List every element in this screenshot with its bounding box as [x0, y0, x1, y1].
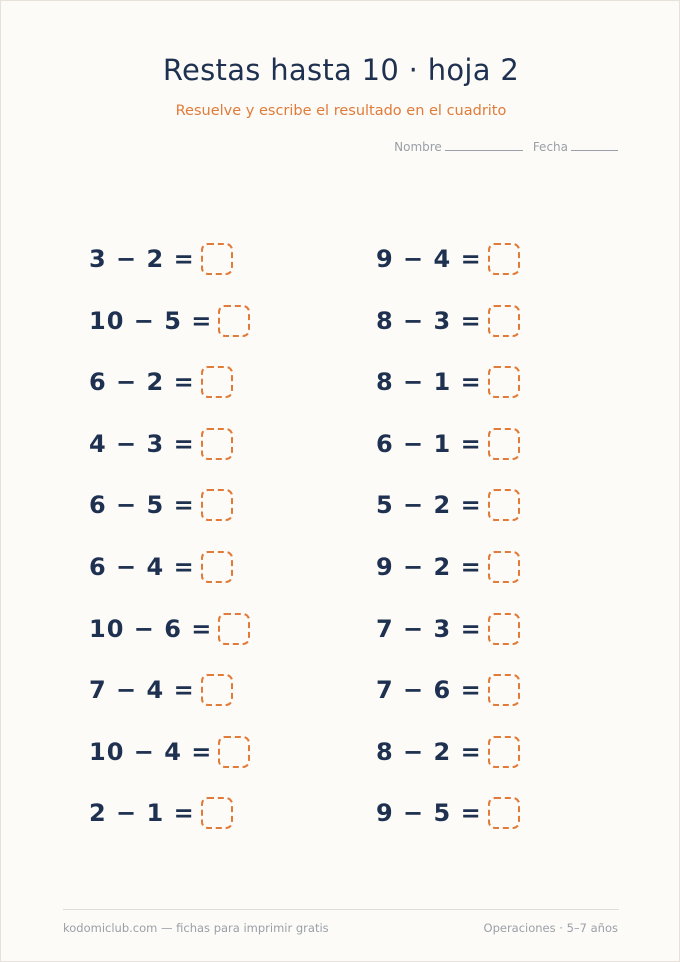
problem-row [89, 483, 233, 527]
answer-box[interactable] [488, 366, 520, 398]
name-blank-line[interactable] [445, 140, 523, 151]
answer-box[interactable] [488, 736, 520, 768]
answer-box[interactable] [488, 243, 520, 275]
name-date-fields [394, 140, 618, 154]
subtraction-expression: 7 − 3 = [376, 614, 482, 643]
name-label: Nombre [394, 140, 442, 154]
subtraction-expression: 10 − 5 = [89, 306, 213, 335]
problem-row [89, 668, 233, 712]
problem-row [89, 730, 250, 774]
date-label: Fecha [532, 140, 568, 154]
answer-box[interactable] [218, 613, 250, 645]
problem-row [376, 360, 520, 404]
problem-row [376, 607, 520, 651]
subtraction-expression: 8 − 3 = [376, 306, 482, 335]
answer-box[interactable] [201, 797, 233, 829]
date-blank-line[interactable] [571, 140, 618, 151]
answer-box[interactable] [488, 797, 520, 829]
problem-row [376, 237, 520, 281]
subtraction-expression: 4 − 3 = [89, 429, 195, 458]
subtraction-expression: 7 − 6 = [376, 676, 482, 705]
page-subtitle: Resuelve y escribe el resultado en el cuadrito [175, 103, 507, 119]
subtraction-expression: 6 − 2 = [89, 368, 195, 397]
footer-site-text: kodomiclub.com — fichas para imprimir gratis [63, 921, 329, 935]
answer-box[interactable] [488, 428, 520, 460]
footer-category-text: Operaciones · 5–7 años [483, 921, 618, 935]
problem-row [89, 545, 233, 589]
subtraction-expression: 8 − 2 = [376, 737, 482, 766]
subtraction-expression: 10 − 6 = [89, 614, 213, 643]
subtraction-expression: 7 − 4 = [89, 676, 195, 705]
problem-row [89, 607, 250, 651]
answer-box[interactable] [488, 489, 520, 521]
answer-box[interactable] [488, 551, 520, 583]
subtraction-expression: 6 − 4 = [89, 553, 195, 581]
answer-box[interactable] [201, 243, 233, 275]
problem-row [89, 237, 233, 281]
problem-row [376, 668, 520, 712]
answer-box[interactable] [201, 366, 233, 398]
answer-box[interactable] [201, 674, 233, 706]
subtraction-expression: 6 − 1 = [376, 429, 482, 458]
subtraction-expression: 8 − 1 = [376, 368, 482, 397]
problem-row [376, 791, 520, 835]
problem-row [376, 730, 520, 774]
subtraction-expression: 5 − 2 = [376, 491, 482, 520]
subtraction-expression: 9 − 5 = [376, 799, 482, 828]
problem-row [376, 545, 520, 589]
problem-row [89, 299, 250, 343]
answer-box[interactable] [488, 305, 520, 337]
subtraction-expression: 3 − 2 = [89, 245, 195, 273]
subtraction-expression: 2 − 1 = [89, 799, 195, 828]
answer-box[interactable] [201, 428, 233, 460]
answer-box[interactable] [218, 736, 250, 768]
answer-box[interactable] [218, 305, 250, 337]
problem-row [89, 422, 233, 466]
problem-row [376, 483, 520, 527]
problem-row [89, 791, 233, 835]
answer-box[interactable] [488, 613, 520, 645]
answer-box[interactable] [201, 489, 233, 521]
problem-row [89, 360, 233, 404]
answer-box[interactable] [488, 674, 520, 706]
subtraction-expression: 10 − 4 = [89, 737, 213, 766]
answer-box[interactable] [201, 551, 233, 583]
subtraction-expression: 6 − 5 = [89, 491, 195, 520]
subtraction-expression: 9 − 2 = [376, 553, 482, 581]
subtraction-expression: 9 − 4 = [376, 245, 482, 273]
problem-row [376, 422, 520, 466]
problem-row [376, 299, 520, 343]
page-title: Restas hasta 10 · hoja 2 [162, 53, 520, 87]
footer-divider [63, 909, 619, 910]
